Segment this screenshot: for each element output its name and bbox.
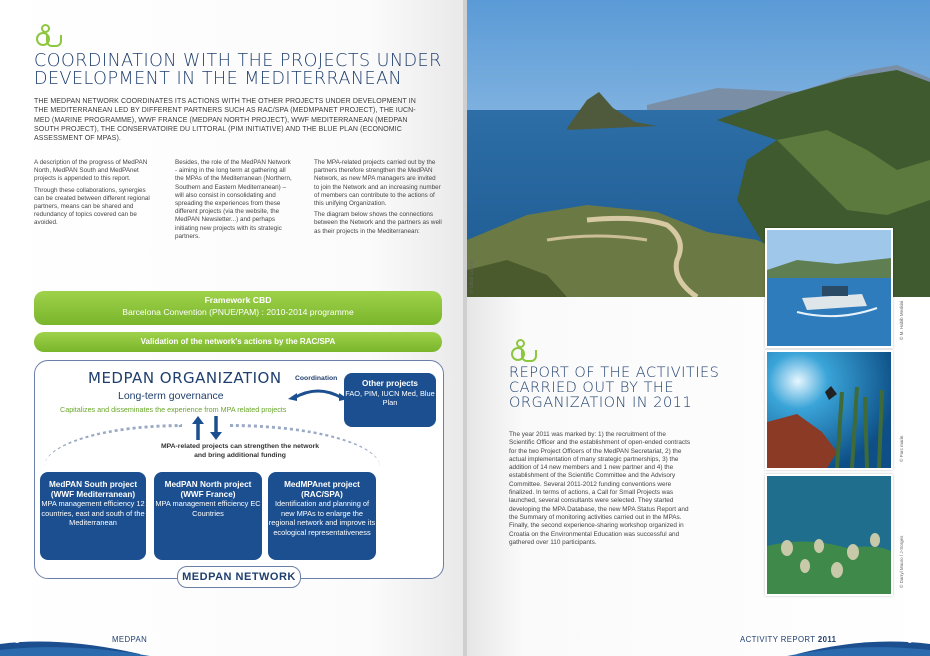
text-column-3 <box>314 159 442 239</box>
medpan-network-label: MEDPAN NETWORK <box>177 566 301 588</box>
framework-subtitle: Barcelona Convention (PNUE/PAM) : 2010-2014 programme <box>122 307 354 317</box>
coordination-heading: COORDINATION WITH THE PROJECTS UNDER DEVELOPMENT IN THE MEDITERRANEAN <box>34 51 442 90</box>
photo-credit-thumb3: © Darryl Mauro / J-Sorges <box>899 535 904 588</box>
page-number-right: 9 <box>907 634 914 646</box>
footer-report-year: 2011 <box>817 635 837 644</box>
up-down-arrows-icon <box>190 415 224 441</box>
other-projects-title: Other projects <box>362 379 418 388</box>
strengthen-note <box>110 443 370 460</box>
medmpanet-box <box>268 472 376 560</box>
photo-credit-main: © Chloé Lacault <box>469 260 474 293</box>
photo-credit-thumb2: © Parc marin <box>899 435 904 462</box>
north-partner: (WWF France) <box>180 489 236 499</box>
report-body: The year 2011 was marked by: 1) the recruitment of the Scientific Officer and the establishment of open-ended contracts for the two Project Officers of the MedPAN Secretariat, 2) the actual implementation of many strategic partnerships, 3) the addition of 14 new members and 1 new partner and 4) the establishment of the Scientific Committee and the Advisory Committee. Several 2011-2012 funding conventions were finalized. In terms of actions, a Call for Small Projects was launched, several consultants were selected. They started developing the MPA Database, the new MPA Status Report and the Summary of monitoring activities carried out in the MPAs. Finally, the second experience-sharing workshop organized in Croatia on the Environmental Education was successful and gathered over 110 participants. <box>509 431 691 546</box>
footer-medpan-label: MEDPAN <box>112 635 148 644</box>
seagrass-photo <box>765 474 893 596</box>
medmpanet-partner: (RAC/SPA) <box>301 489 343 499</box>
coordination-label: Coordination <box>295 375 338 382</box>
col3-paragraph: The MPA-related projects carried out by the partners therefore strengthen the MedPAN Network, as new MPA managers are invited to join the Network and an increasing number of members can contribute to the actions of this unifying Organization. <box>314 159 441 208</box>
boat-image <box>767 230 891 346</box>
seagrass-image <box>767 476 891 594</box>
col3-paragraph: The diagram below shows the connections between the Network and the partners as well as their projects in the Mediterranean: <box>314 211 442 235</box>
col1-paragraph: A description of the progress of MedPAN North, MedPAN South and MedPAnet projects is appended to this report. <box>34 159 148 183</box>
medmpanet-body: Identification and planning of new MPAs to enlarge the regional network and improve its ecological representativeness <box>268 499 376 537</box>
coordination-arrow-icon <box>288 384 348 402</box>
south-partner: (WWF Mediterranean) <box>50 489 136 499</box>
medpan-logo-icon <box>36 24 62 50</box>
other-projects-body: FAO, PIM, IUCN Med, Blue Plan <box>345 388 435 407</box>
diver-photo <box>765 350 893 470</box>
footer-report-label: ACTIVITY REPORT <box>740 635 816 644</box>
strengthen-line: MPA-related projects can strengthen the network <box>160 443 320 450</box>
intro-paragraph: THE MEDPAN NETWORK COORDINATES ITS ACTIONS WITH THE OTHER PROJECTS UNDER DEVELOPMENT IN THE MEDITERRANEAN LED BY DIFFERENT PARTNERS SUCH AS RAC/SPA (MEDMPANET PROJECT), THE IUCN-MED (MARINE PROGRAMME), WWF FRANCE (MEDPAN NORTH PROJECT), WWF MEDITERRANEAN (MEDPAN SOUTH PROJECT), THE CONSERVATOIRE DU LITTORAL (PIM INITIATIVE) AND THE BLUE PLAN (ECONOMIC ASSESSMENT OF MPAS). <box>34 98 416 143</box>
strengthen-line: and bring additional funding <box>194 451 286 459</box>
org-governance: Long-term governance <box>118 390 224 402</box>
col2-paragraph: Besides, the role of the MedPAN Network - aiming in the long term at gathering all the MPAs of the Mediterranean (Northern, Southern and Eastern Mediterranean) – will also consist in consolidating and spreading the experiences from these different projects (via the website, the MedPAN Newsletter...) and perhaps initiating new projects with its strategic partners. <box>175 159 292 240</box>
org-capitalizes: Capitalizes and disseminates the experience from MPA related projects <box>60 405 287 414</box>
validation-bar <box>34 332 442 352</box>
framework-bar <box>34 291 442 325</box>
medpan-logo-icon <box>511 339 537 365</box>
left-page <box>0 0 463 656</box>
page-number-left: 8 <box>14 634 21 646</box>
medmpanet-title: MedMPAnet project <box>284 480 360 489</box>
text-column-1 <box>34 159 152 231</box>
medpan-south-box <box>40 472 146 560</box>
south-title: MedPAN South project <box>48 480 138 489</box>
north-title: MedPAN North project <box>164 480 252 489</box>
other-projects-box <box>344 373 436 427</box>
framework-title: Framework CBD <box>204 295 272 305</box>
org-title: MEDPAN ORGANIZATION <box>88 369 282 387</box>
diver-image <box>767 352 891 468</box>
text-column-2 <box>175 159 293 244</box>
right-page <box>467 0 930 656</box>
south-body: MPA management efficiency 12 countries, east and south of the Mediterranean <box>41 499 145 527</box>
validation-label: Validation of the network's actions by the RAC/SPA <box>140 337 336 346</box>
photo-credit-thumb1: © M. Habib Meskini <box>899 300 904 340</box>
medpan-north-box <box>154 472 262 560</box>
footer-wave-left <box>0 634 463 656</box>
footer-wave-right <box>467 634 930 656</box>
north-body: MPA management efficiency EC Countries <box>155 499 261 518</box>
footer-activity-report <box>740 635 836 644</box>
boat-photo <box>765 228 893 348</box>
report-heading: REPORT OF THE ACTIVITIES CARRIED OUT BY THE ORGANIZATION IN 2011 <box>509 365 720 412</box>
col1-paragraph: Through these collaborations, synergies can be created between different regional partners, means can be shared and redundancy of topics covered can be avoided. <box>34 186 150 227</box>
